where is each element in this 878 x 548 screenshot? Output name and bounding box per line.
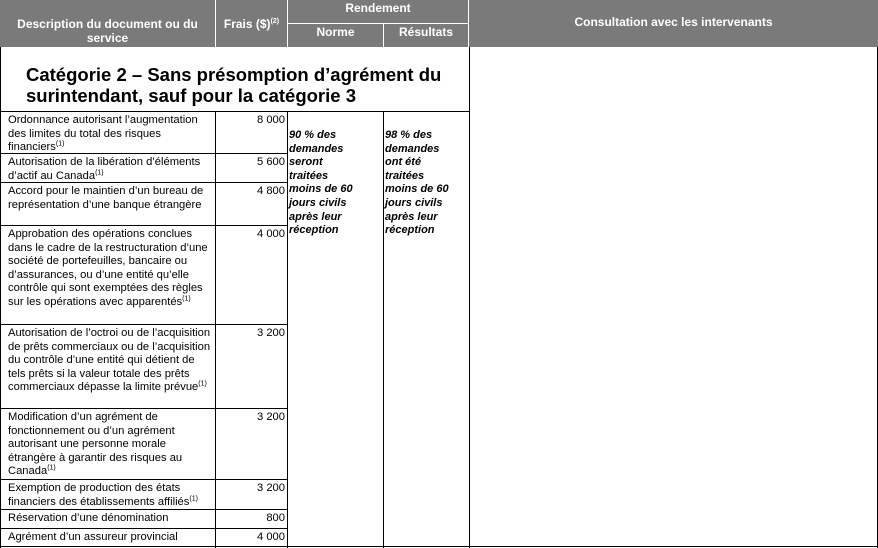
table-row: Autorisation de la libération d’éléments d’actif au Canada$^{(1)}$ — [8, 156, 201, 182]
grid-line — [0, 225, 288, 226]
table-row: Approbation des opérations conclues dans le cadre de la restructuration d’une société de portefeuilles, bancaire ou d’assurances, ou d’une entité qu’elle contrôle qui sont exemptées des règles sur les opérations avec apparentés$^{(1)}$ — [8, 228, 208, 308]
grid-line — [0, 111, 469, 112]
category-title: Catégorie 2 – Sans présomption d’agrément du surintendant, sauf pour la catégorie 3 — [26, 64, 442, 106]
grid-line — [0, 479, 288, 480]
header-results: Résultats — [384, 24, 469, 47]
grid-line — [469, 47, 470, 548]
grid-line — [0, 408, 288, 409]
table-row: Exemption de production des états financiers des établissements affiliés$^{(1)}$ — [8, 482, 198, 508]
header-fees: Frais ($)$^{(2)}$ — [216, 0, 288, 47]
fee-table: Description du document ou du service Frais ($)$^{(2)}$ Rendement Norme Résultats Consultation avec les intervenants Catégorie 2 – Sans présomption d’agrément du surintendant, sauf pour la catégorie 3 Ordonnance autorisant l’augmentation des limites du total des risques financiers$^{(1)}$ 8 000 Autorisation de la libération d’éléments d’actif au Canada$^{(1)}$ 5 600 Accord pour le maintien d’un bureau de représentation d’une banque étrangère 4 800 Approbation des opérations conclues dans le cadre de la restructuration d’une société de portefeuilles, bancaire ou d’assurances, ou d’une entité qu’elle contrôle qui sont exemptées des règles sur les opérations avec apparentés$^{(1)}$ 4 000 Autorisation de l’octroi ou de l’acquisition de prêts commerciaux ou de l’acquisition du contrôle d’une entité qui détient de tels prêts si la valeur totale des prêts commerciaux dépasse la limite prévue$^{(1)}$ 3 200 Modification d’un agrément de fonctionnement ou d’un agrément autorisant une personne morale étrangère à garantir des risques au Canada$^{(1)}$ 3 200 Exemption de production des états financiers des établissements affiliés$^{(1)}$ 3 200 Réservation d’une dénomination 800 Agrément d’un assureur provincial 4 000 90 % des demandes seront traitées moins de 60 jours civils après leur réception 98 % des demandes ont été traitées moins de 60 jours civils après leur réception — [0, 0, 878, 548]
header-standard: Norme — [288, 24, 384, 47]
table-row: Autorisation de l’octroi ou de l’acquisition de prêts commerciaux ou de l’acquisition du contrôle d’une entité qui détient de tels prêts si la valeur totale des prêts commerciaux dépasse la limite prévue$^{(1)}$ — [8, 327, 211, 394]
header-performance: Rendement — [288, 0, 469, 23]
grid-line — [0, 47, 1, 548]
table-row: Accord pour le maintien d’un bureau de représentation d’une banque étrangère — [8, 185, 204, 211]
table-row: Réservation d’une dénomination — [8, 512, 169, 524]
grid-line — [0, 509, 288, 510]
grid-line — [0, 546, 878, 547]
grid-line — [0, 153, 288, 154]
table-row: Agrément d’un assureur provincial — [8, 531, 178, 543]
header-consultation: Consultation avec les intervenants — [469, 0, 878, 47]
standard-text: 90 % des demandes seront traitées moins de 60 jours civils après leur réception — [289, 129, 353, 237]
table-row: Modification d’un agrément de fonctionnement ou d’un agrément autorisant une personne morale étrangère à garantir des risques au Canada$^{(1)}$ — [8, 411, 183, 478]
grid-line — [287, 111, 288, 548]
header-description: Description du document ou du service — [0, 0, 216, 47]
table-row: Ordonnance autorisant l’augmentation des limites du total des risques financiers$^{(1)}$ — [8, 114, 198, 154]
grid-line — [215, 111, 216, 548]
grid-line — [0, 324, 288, 325]
results-text: 98 % des demandes ont été traitées moins de 60 jours civils après leur réception — [385, 129, 449, 237]
grid-line — [0, 182, 288, 183]
grid-line — [383, 111, 384, 548]
grid-line — [0, 528, 288, 529]
